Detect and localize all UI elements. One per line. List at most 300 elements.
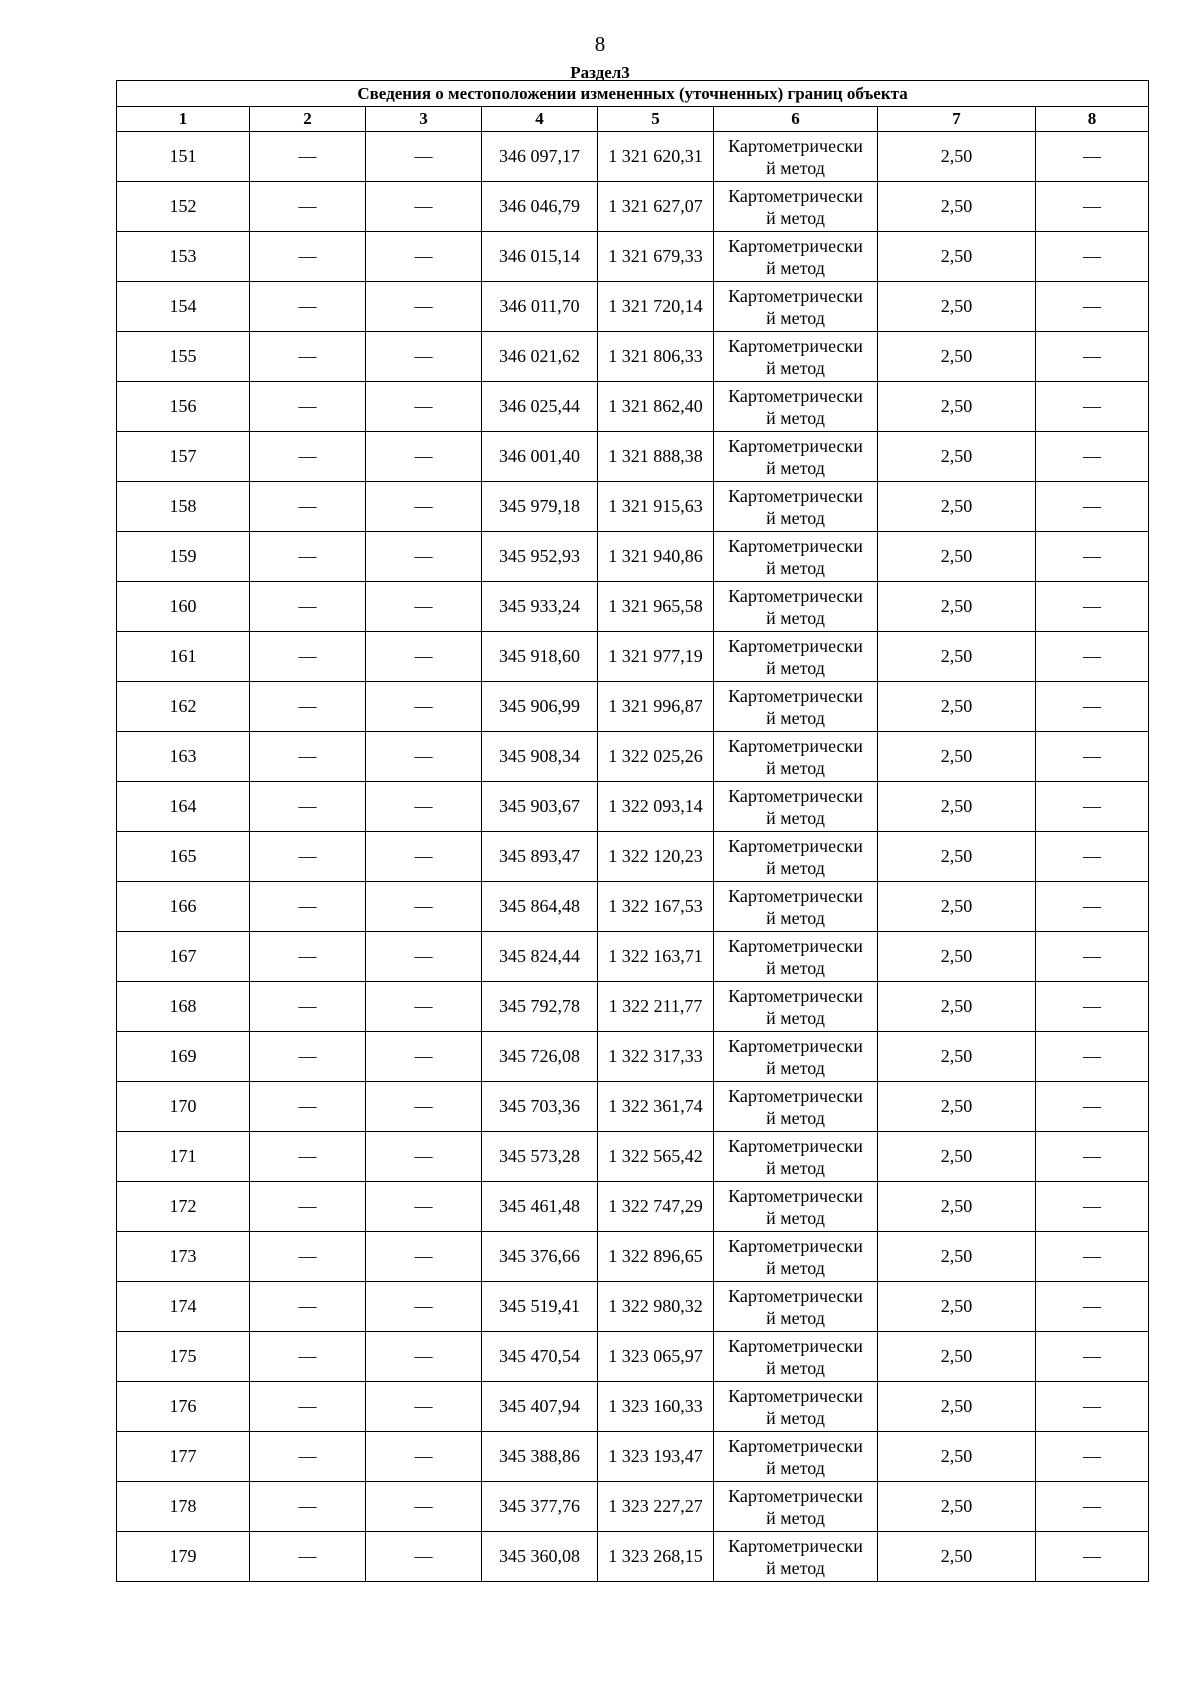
- accuracy-cell: 2,50: [878, 582, 1036, 632]
- accuracy-cell: 2,50: [878, 832, 1036, 882]
- method-line-1: Картометрически: [728, 535, 863, 556]
- method-cell: [714, 832, 878, 882]
- x-coordinate-cell: 345 573,28: [482, 1132, 598, 1182]
- method-line-1: Картометрически: [728, 185, 863, 206]
- method-line-2: й метод: [766, 257, 825, 278]
- y-coordinate-cell: 1 323 268,15: [598, 1532, 714, 1582]
- point-number-cell: 171: [117, 1132, 250, 1182]
- y-coordinate-cell: 1 323 160,33: [598, 1382, 714, 1432]
- y-coordinate-cell: 1 321 862,40: [598, 382, 714, 432]
- table-row: [117, 332, 1149, 382]
- method-line-2: й метод: [766, 1457, 825, 1478]
- point-number-cell: 169: [117, 1032, 250, 1082]
- column-8-cell: —: [1036, 732, 1149, 782]
- method-cell: [714, 1232, 878, 1282]
- method-line-2: й метод: [766, 1507, 825, 1528]
- method-line-1: Картометрически: [728, 1185, 863, 1206]
- x-coordinate-cell: 345 461,48: [482, 1182, 598, 1232]
- method-cell: [714, 782, 878, 832]
- accuracy-cell: 2,50: [878, 632, 1036, 682]
- column-3-cell: —: [366, 1032, 482, 1082]
- table-row: [117, 182, 1149, 232]
- y-coordinate-cell: 1 321 679,33: [598, 232, 714, 282]
- table-row: [117, 1332, 1149, 1382]
- point-number-cell: 156: [117, 382, 250, 432]
- column-3-cell: —: [366, 182, 482, 232]
- column-8-cell: —: [1036, 1382, 1149, 1432]
- column-2-cell: —: [250, 1082, 366, 1132]
- point-number-cell: 168: [117, 982, 250, 1032]
- column-8-cell: —: [1036, 682, 1149, 732]
- table-row: [117, 1132, 1149, 1182]
- method-cell: [714, 582, 878, 632]
- accuracy-cell: 2,50: [878, 132, 1036, 182]
- method-cell: [714, 332, 878, 382]
- column-2-cell: —: [250, 582, 366, 632]
- method-cell: [714, 432, 878, 482]
- point-number-cell: 157: [117, 432, 250, 482]
- x-coordinate-cell: 345 824,44: [482, 932, 598, 982]
- table-row: [117, 782, 1149, 832]
- method-cell: [714, 532, 878, 582]
- method-cell: [714, 282, 878, 332]
- method-cell: [714, 882, 878, 932]
- column-2-cell: —: [250, 1132, 366, 1182]
- x-coordinate-cell: 346 015,14: [482, 232, 598, 282]
- column-3-cell: —: [366, 882, 482, 932]
- column-3-cell: —: [366, 582, 482, 632]
- column-2-cell: —: [250, 532, 366, 582]
- method-line-1: Картометрически: [728, 1485, 863, 1506]
- column-2-cell: —: [250, 332, 366, 382]
- x-coordinate-cell: 345 377,76: [482, 1482, 598, 1532]
- y-coordinate-cell: 1 322 565,42: [598, 1132, 714, 1182]
- y-coordinate-cell: 1 322 747,29: [598, 1182, 714, 1232]
- method-cell: [714, 382, 878, 432]
- column-2-cell: —: [250, 1232, 366, 1282]
- table-row: [117, 1432, 1149, 1482]
- column-2-cell: —: [250, 482, 366, 532]
- column-8-cell: —: [1036, 1132, 1149, 1182]
- method-line-2: й метод: [766, 557, 825, 578]
- column-2-cell: —: [250, 632, 366, 682]
- y-coordinate-cell: 1 321 627,07: [598, 182, 714, 232]
- accuracy-cell: 2,50: [878, 782, 1036, 832]
- column-8-cell: —: [1036, 1332, 1149, 1382]
- table-row: [117, 532, 1149, 582]
- column-3-cell: —: [366, 1282, 482, 1332]
- point-number-cell: 159: [117, 532, 250, 582]
- section-title: Раздел3: [570, 63, 630, 82]
- point-number-cell: 167: [117, 932, 250, 982]
- method-line-1: Картометрически: [728, 935, 863, 956]
- table-row: [117, 1032, 1149, 1082]
- x-coordinate-cell: 346 001,40: [482, 432, 598, 482]
- method-line-1: Картометрически: [728, 985, 863, 1006]
- y-coordinate-cell: 1 321 620,31: [598, 132, 714, 182]
- y-coordinate-cell: 1 322 120,23: [598, 832, 714, 882]
- x-coordinate-cell: 345 703,36: [482, 1082, 598, 1132]
- column-8-cell: —: [1036, 432, 1149, 482]
- table-body: [117, 81, 1149, 1582]
- method-line-1: Картометрически: [728, 585, 863, 606]
- column-8-cell: —: [1036, 932, 1149, 982]
- page-number: 8: [594, 32, 606, 56]
- column-8-cell: —: [1036, 582, 1149, 632]
- column-8-cell: —: [1036, 1482, 1149, 1532]
- column-2-cell: —: [250, 232, 366, 282]
- table-row: [117, 632, 1149, 682]
- point-number-cell: 170: [117, 1082, 250, 1132]
- table-row: [117, 1532, 1149, 1582]
- x-coordinate-cell: 346 046,79: [482, 182, 598, 232]
- x-coordinate-cell: 346 021,62: [482, 332, 598, 382]
- x-coordinate-cell: 345 407,94: [482, 1382, 598, 1432]
- method-cell: [714, 932, 878, 982]
- method-line-1: Картометрически: [728, 685, 863, 706]
- point-number-cell: 154: [117, 282, 250, 332]
- method-cell: [714, 682, 878, 732]
- method-line-2: й метод: [766, 157, 825, 178]
- method-cell: [714, 132, 878, 182]
- table-caption: Сведения о местоположении измененных (уточненных) границ объекта: [117, 81, 1149, 107]
- column-2-cell: —: [250, 882, 366, 932]
- point-number-cell: 161: [117, 632, 250, 682]
- method-cell: [714, 732, 878, 782]
- column-2-cell: —: [250, 1332, 366, 1382]
- method-line-2: й метод: [766, 1357, 825, 1378]
- column-3-cell: —: [366, 332, 482, 382]
- table-row: [117, 382, 1149, 432]
- column-3-cell: —: [366, 932, 482, 982]
- method-line-2: й метод: [766, 507, 825, 528]
- x-coordinate-cell: 345 908,34: [482, 732, 598, 782]
- column-3-cell: —: [366, 1332, 482, 1382]
- table-row: [117, 932, 1149, 982]
- x-coordinate-cell: 345 388,86: [482, 1432, 598, 1482]
- x-coordinate-cell: 345 906,99: [482, 682, 598, 732]
- x-coordinate-cell: 346 025,44: [482, 382, 598, 432]
- y-coordinate-cell: 1 322 361,74: [598, 1082, 714, 1132]
- accuracy-cell: 2,50: [878, 1132, 1036, 1182]
- column-2-cell: —: [250, 1382, 366, 1432]
- x-coordinate-cell: 345 519,41: [482, 1282, 598, 1332]
- method-line-2: й метод: [766, 1007, 825, 1028]
- column-8-cell: —: [1036, 532, 1149, 582]
- point-number-cell: 165: [117, 832, 250, 882]
- column-2-cell: —: [250, 382, 366, 432]
- point-number-cell: 162: [117, 682, 250, 732]
- column-3-cell: —: [366, 1432, 482, 1482]
- column-8-cell: —: [1036, 1032, 1149, 1082]
- column-3-cell: —: [366, 282, 482, 332]
- y-coordinate-cell: 1 322 093,14: [598, 782, 714, 832]
- table-row: [117, 1182, 1149, 1232]
- table-row: [117, 832, 1149, 882]
- column-2-cell: —: [250, 982, 366, 1032]
- column-8-cell: —: [1036, 1232, 1149, 1282]
- column-8-cell: —: [1036, 1282, 1149, 1332]
- y-coordinate-cell: 1 322 163,71: [598, 932, 714, 982]
- method-cell: [714, 232, 878, 282]
- point-number-cell: 178: [117, 1482, 250, 1532]
- method-line-2: й метод: [766, 1557, 825, 1578]
- method-line-1: Картометрически: [728, 1235, 863, 1256]
- accuracy-cell: 2,50: [878, 282, 1036, 332]
- method-line-2: й метод: [766, 407, 825, 428]
- x-coordinate-cell: 345 918,60: [482, 632, 598, 682]
- column-2-cell: —: [250, 782, 366, 832]
- method-line-2: й метод: [766, 1307, 825, 1328]
- method-line-1: Картометрически: [728, 1085, 863, 1106]
- accuracy-cell: 2,50: [878, 682, 1036, 732]
- method-line-1: Картометрически: [728, 635, 863, 656]
- column-3-cell: —: [366, 532, 482, 582]
- method-line-1: Картометрически: [728, 485, 863, 506]
- column-2-cell: —: [250, 432, 366, 482]
- column-2-cell: —: [250, 1182, 366, 1232]
- column-8-cell: —: [1036, 982, 1149, 1032]
- x-coordinate-cell: 345 952,93: [482, 532, 598, 582]
- x-coordinate-cell: 345 726,08: [482, 1032, 598, 1082]
- point-number-cell: 153: [117, 232, 250, 282]
- column-8-cell: —: [1036, 1532, 1149, 1582]
- column-3-cell: —: [366, 732, 482, 782]
- table-row: [117, 1082, 1149, 1132]
- column-3-cell: —: [366, 1232, 482, 1282]
- method-line-1: Картометрически: [728, 235, 863, 256]
- table-row: [117, 582, 1149, 632]
- y-coordinate-cell: 1 323 065,97: [598, 1332, 714, 1382]
- y-coordinate-cell: 1 321 806,33: [598, 332, 714, 382]
- point-number-cell: 152: [117, 182, 250, 232]
- method-line-1: Картометрически: [728, 1535, 863, 1556]
- column-3-cell: —: [366, 132, 482, 182]
- accuracy-cell: 2,50: [878, 182, 1036, 232]
- method-cell: [714, 182, 878, 232]
- column-2-cell: —: [250, 732, 366, 782]
- column-header: 1: [117, 107, 250, 132]
- method-line-2: й метод: [766, 457, 825, 478]
- method-line-2: й метод: [766, 1057, 825, 1078]
- method-line-2: й метод: [766, 657, 825, 678]
- x-coordinate-cell: 346 011,70: [482, 282, 598, 332]
- x-coordinate-cell: 345 893,47: [482, 832, 598, 882]
- method-line-2: й метод: [766, 907, 825, 928]
- x-coordinate-cell: 345 933,24: [482, 582, 598, 632]
- point-number-cell: 158: [117, 482, 250, 532]
- column-3-cell: —: [366, 232, 482, 282]
- method-line-2: й метод: [766, 207, 825, 228]
- method-line-2: й метод: [766, 1207, 825, 1228]
- column-header: 5: [598, 107, 714, 132]
- column-3-cell: —: [366, 1082, 482, 1132]
- column-8-cell: —: [1036, 632, 1149, 682]
- point-number-cell: 176: [117, 1382, 250, 1432]
- y-coordinate-cell: 1 322 317,33: [598, 1032, 714, 1082]
- column-8-cell: —: [1036, 182, 1149, 232]
- column-3-cell: —: [366, 832, 482, 882]
- column-8-cell: —: [1036, 282, 1149, 332]
- x-coordinate-cell: 345 470,54: [482, 1332, 598, 1382]
- column-header: 7: [878, 107, 1036, 132]
- column-8-cell: —: [1036, 382, 1149, 432]
- x-coordinate-cell: 345 864,48: [482, 882, 598, 932]
- method-line-1: Картометрически: [728, 1285, 863, 1306]
- x-coordinate-cell: 345 376,66: [482, 1232, 598, 1282]
- y-coordinate-cell: 1 322 896,65: [598, 1232, 714, 1282]
- column-8-cell: —: [1036, 1182, 1149, 1232]
- method-line-2: й метод: [766, 957, 825, 978]
- column-3-cell: —: [366, 1482, 482, 1532]
- column-3-cell: —: [366, 432, 482, 482]
- column-8-cell: —: [1036, 482, 1149, 532]
- column-2-cell: —: [250, 132, 366, 182]
- method-cell: [714, 1382, 878, 1432]
- method-line-1: Картометрически: [728, 1385, 863, 1406]
- column-2-cell: —: [250, 832, 366, 882]
- method-line-1: Картометрически: [728, 735, 863, 756]
- accuracy-cell: 2,50: [878, 982, 1036, 1032]
- method-line-2: й метод: [766, 857, 825, 878]
- accuracy-cell: 2,50: [878, 1032, 1036, 1082]
- x-coordinate-cell: 346 097,17: [482, 132, 598, 182]
- accuracy-cell: 2,50: [878, 1382, 1036, 1432]
- table-row: [117, 132, 1149, 182]
- method-line-2: й метод: [766, 707, 825, 728]
- column-3-cell: —: [366, 682, 482, 732]
- method-cell: [714, 1282, 878, 1332]
- accuracy-cell: 2,50: [878, 232, 1036, 282]
- accuracy-cell: 2,50: [878, 532, 1036, 582]
- y-coordinate-cell: 1 321 915,63: [598, 482, 714, 532]
- method-line-1: Картометрически: [728, 335, 863, 356]
- table-row: [117, 682, 1149, 732]
- y-coordinate-cell: 1 321 720,14: [598, 282, 714, 332]
- column-3-cell: —: [366, 1132, 482, 1182]
- column-8-cell: —: [1036, 782, 1149, 832]
- column-2-cell: —: [250, 282, 366, 332]
- method-line-2: й метод: [766, 1157, 825, 1178]
- accuracy-cell: 2,50: [878, 882, 1036, 932]
- point-number-cell: 151: [117, 132, 250, 182]
- table-row: [117, 232, 1149, 282]
- column-8-cell: —: [1036, 832, 1149, 882]
- column-2-cell: —: [250, 1532, 366, 1582]
- accuracy-cell: 2,50: [878, 482, 1036, 532]
- column-2-cell: —: [250, 1032, 366, 1082]
- y-coordinate-cell: 1 321 965,58: [598, 582, 714, 632]
- method-cell: [714, 1532, 878, 1582]
- column-header: 2: [250, 107, 366, 132]
- method-cell: [714, 1482, 878, 1532]
- x-coordinate-cell: 345 979,18: [482, 482, 598, 532]
- method-line-1: Картометрически: [728, 1035, 863, 1056]
- y-coordinate-cell: 1 322 025,26: [598, 732, 714, 782]
- accuracy-cell: 2,50: [878, 1282, 1036, 1332]
- table-caption-row: [117, 81, 1149, 107]
- method-cell: [714, 1132, 878, 1182]
- method-cell: [714, 632, 878, 682]
- method-line-1: Картометрически: [728, 1335, 863, 1356]
- method-line-2: й метод: [766, 1107, 825, 1128]
- accuracy-cell: 2,50: [878, 1182, 1036, 1232]
- column-8-cell: —: [1036, 332, 1149, 382]
- method-cell: [714, 1032, 878, 1082]
- accuracy-cell: 2,50: [878, 432, 1036, 482]
- table-row: [117, 482, 1149, 532]
- accuracy-cell: 2,50: [878, 382, 1036, 432]
- column-header: 3: [366, 107, 482, 132]
- point-number-cell: 155: [117, 332, 250, 382]
- point-number-cell: 179: [117, 1532, 250, 1582]
- column-3-cell: —: [366, 1382, 482, 1432]
- method-cell: [714, 1082, 878, 1132]
- column-2-cell: —: [250, 182, 366, 232]
- column-2-cell: —: [250, 682, 366, 732]
- point-number-cell: 172: [117, 1182, 250, 1232]
- column-header: 6: [714, 107, 878, 132]
- table-row: [117, 432, 1149, 482]
- column-3-cell: —: [366, 382, 482, 432]
- method-line-1: Картометрически: [728, 385, 863, 406]
- y-coordinate-cell: 1 322 980,32: [598, 1282, 714, 1332]
- point-number-cell: 174: [117, 1282, 250, 1332]
- column-3-cell: —: [366, 782, 482, 832]
- column-2-cell: —: [250, 932, 366, 982]
- table-row: [117, 1282, 1149, 1332]
- y-coordinate-cell: 1 323 193,47: [598, 1432, 714, 1482]
- column-header: 4: [482, 107, 598, 132]
- method-line-2: й метод: [766, 1257, 825, 1278]
- method-line-1: Картометрически: [728, 285, 863, 306]
- y-coordinate-cell: 1 321 888,38: [598, 432, 714, 482]
- table-row: [117, 1382, 1149, 1432]
- y-coordinate-cell: 1 323 227,27: [598, 1482, 714, 1532]
- y-coordinate-cell: 1 321 996,87: [598, 682, 714, 732]
- method-line-1: Картометрически: [728, 885, 863, 906]
- table-row: [117, 982, 1149, 1032]
- table-row: [117, 732, 1149, 782]
- method-cell: [714, 982, 878, 1032]
- column-3-cell: —: [366, 632, 482, 682]
- column-3-cell: —: [366, 482, 482, 532]
- point-number-cell: 175: [117, 1332, 250, 1382]
- x-coordinate-cell: 345 903,67: [482, 782, 598, 832]
- accuracy-cell: 2,50: [878, 332, 1036, 382]
- column-2-cell: —: [250, 1282, 366, 1332]
- y-coordinate-cell: 1 321 977,19: [598, 632, 714, 682]
- point-number-cell: 163: [117, 732, 250, 782]
- column-3-cell: —: [366, 982, 482, 1032]
- accuracy-cell: 2,50: [878, 1332, 1036, 1382]
- column-3-cell: —: [366, 1182, 482, 1232]
- method-line-2: й метод: [766, 607, 825, 628]
- accuracy-cell: 2,50: [878, 932, 1036, 982]
- method-cell: [714, 482, 878, 532]
- table-row: [117, 1482, 1149, 1532]
- column-8-cell: —: [1036, 882, 1149, 932]
- x-coordinate-cell: 345 360,08: [482, 1532, 598, 1582]
- method-line-2: й метод: [766, 357, 825, 378]
- y-coordinate-cell: 1 322 167,53: [598, 882, 714, 932]
- column-header-row: [117, 107, 1149, 132]
- method-line-1: Картометрически: [728, 1435, 863, 1456]
- method-line-2: й метод: [766, 807, 825, 828]
- column-8-cell: —: [1036, 1082, 1149, 1132]
- column-8-cell: —: [1036, 232, 1149, 282]
- column-header: 8: [1036, 107, 1149, 132]
